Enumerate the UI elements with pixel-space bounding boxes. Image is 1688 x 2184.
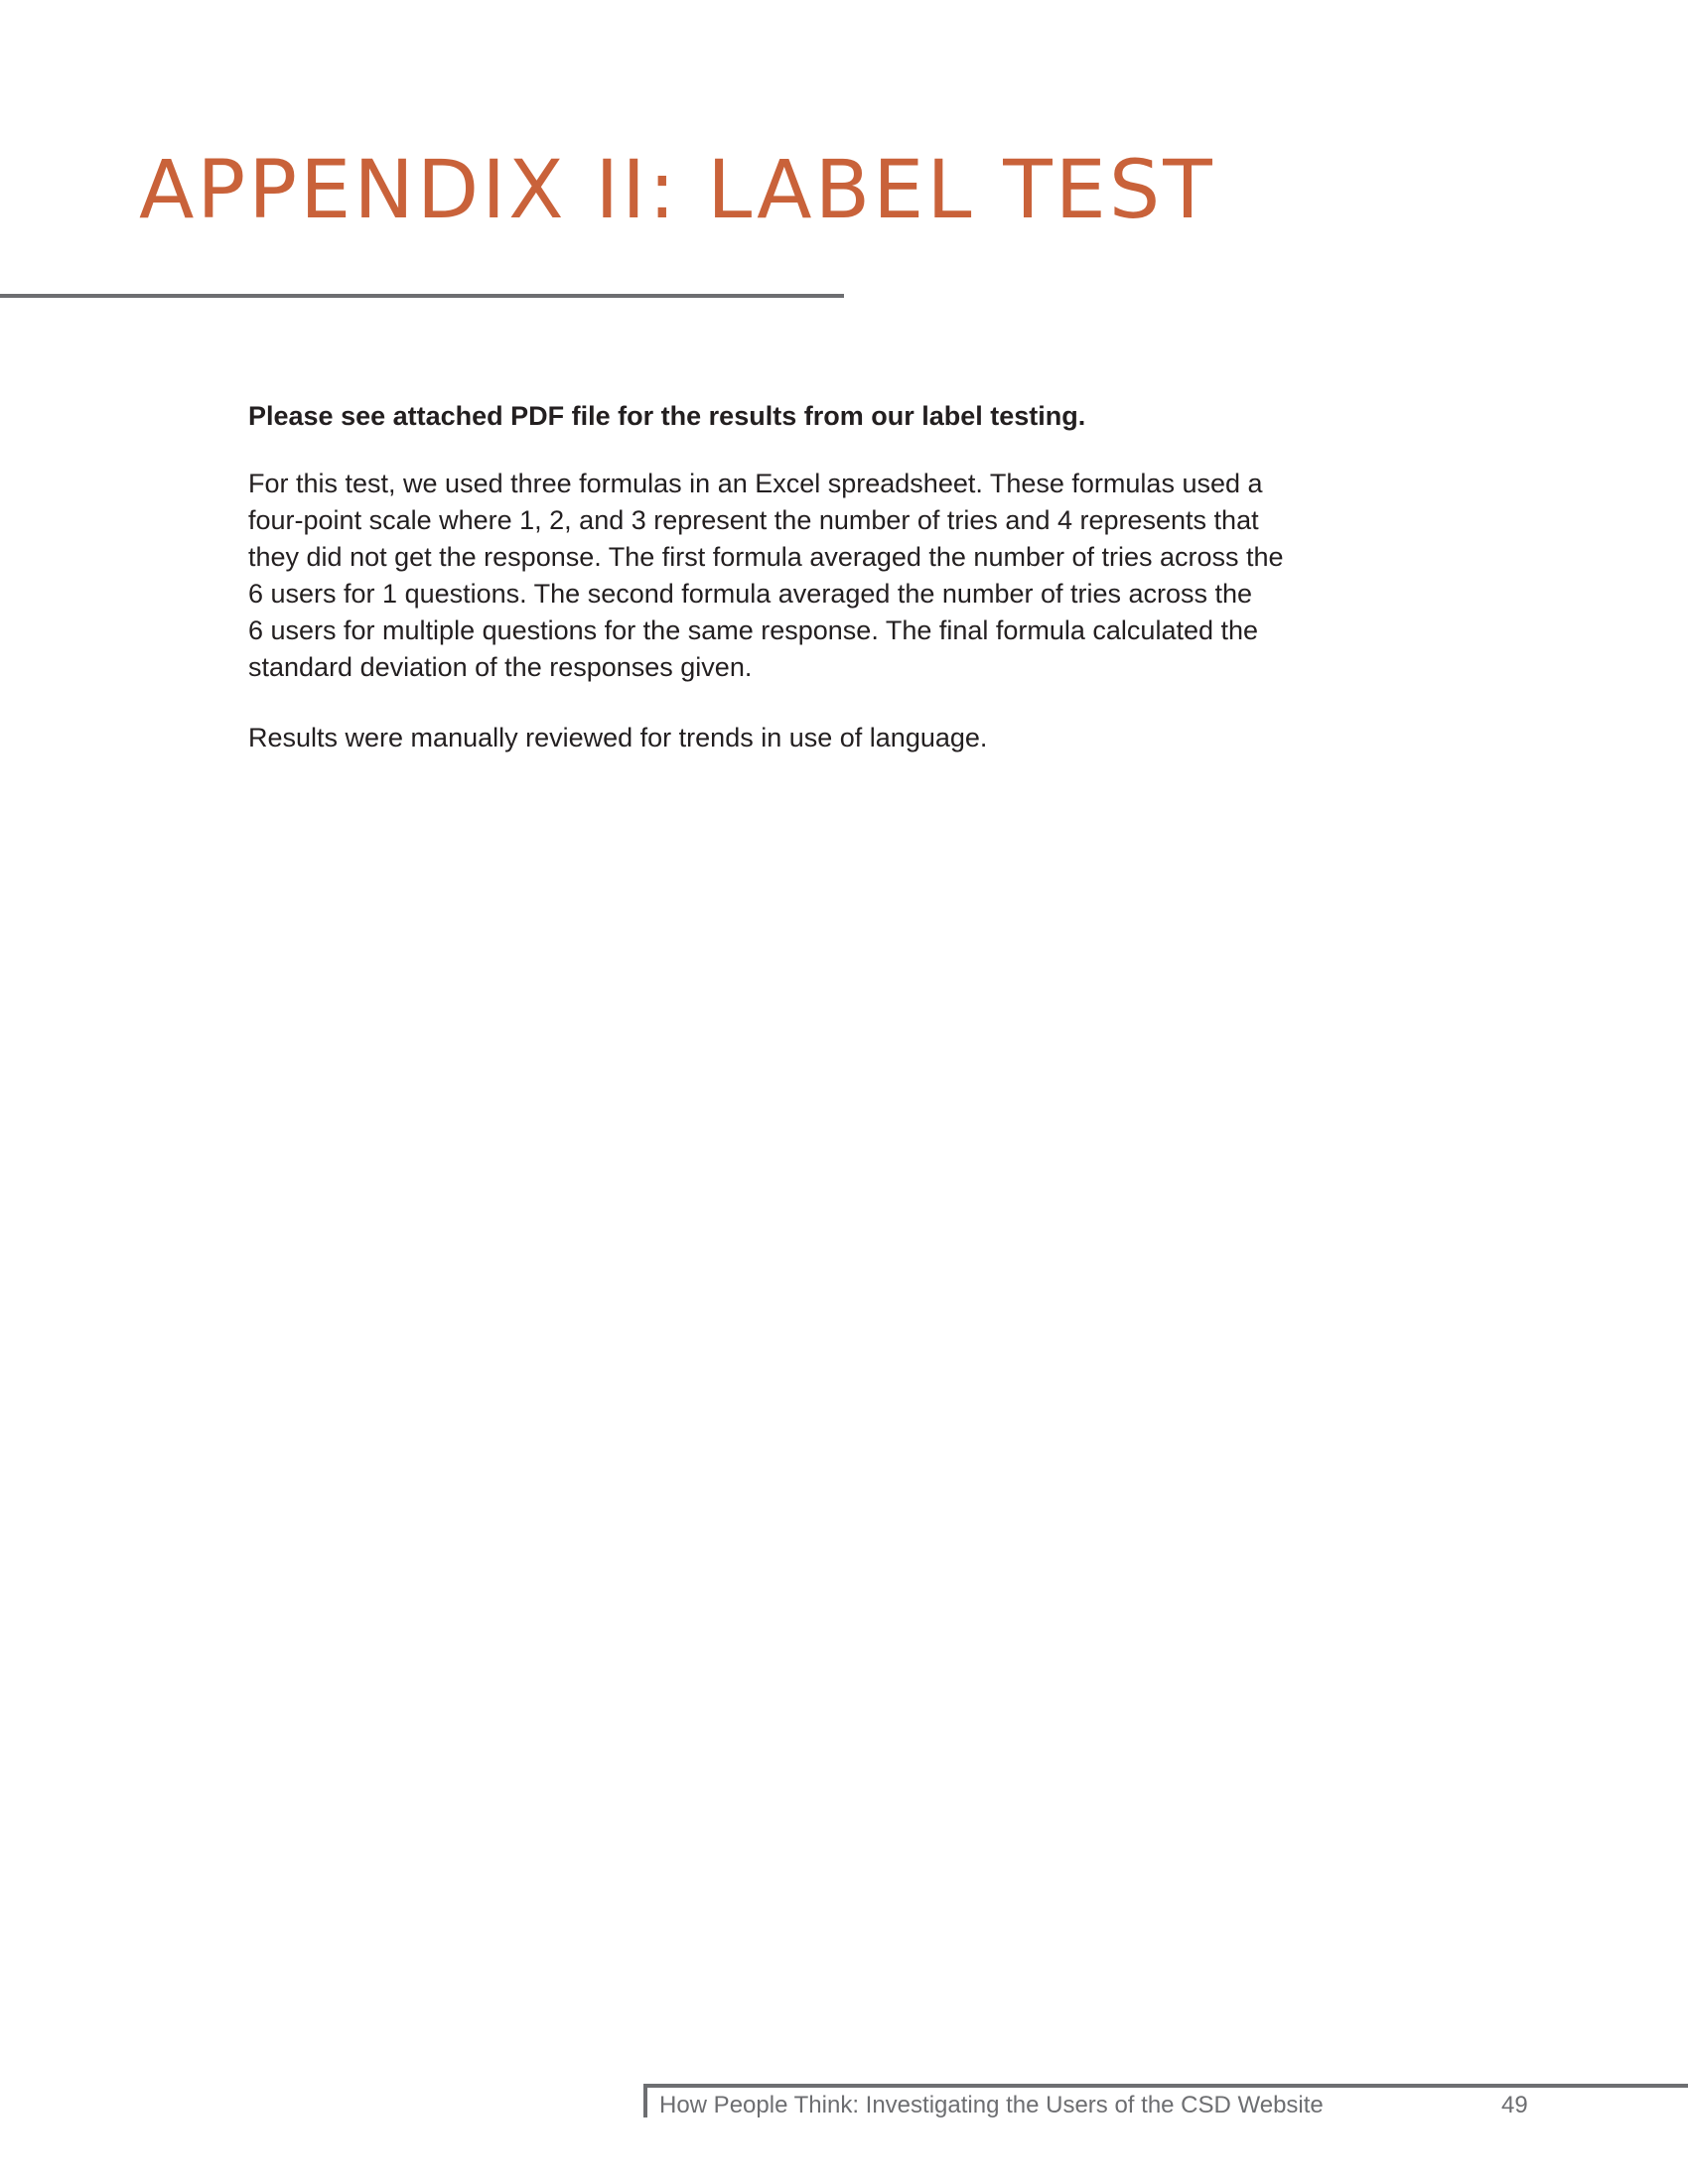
paragraph-line: they did not get the response. The first formula averaged the number of tries across the [248,542,1284,572]
lead-statement: Please see attached PDF file for the results from our label testing. [248,401,1086,431]
page-number: 49 [1501,2092,1528,2118]
page-title: APPENDIX II: LABEL TEST [139,144,1215,237]
paragraph-line: For this test, we used three formulas in an Excel spreadsheet. These formulas used a [248,469,1263,498]
paragraph-line: 6 users for 1 questions. The second formula averaged the number of tries across the [248,579,1253,609]
closing-paragraph: Results were manually reviewed for trends in use of language. [248,723,988,752]
paragraph-line: standard deviation of the responses given. [248,652,753,682]
footer-running-title: How People Think: Investigating the Users of the CSD Website [659,2092,1324,2118]
body-content [248,394,1400,756]
footer-divider-tick [643,2084,647,2117]
footer-divider [643,2084,1688,2088]
paragraph-line: four-point scale where 1, 2, and 3 represent the number of tries and 4 represents that [248,505,1259,535]
method-paragraph [248,466,1400,686]
title-divider [0,294,844,298]
paragraph-line: 6 users for multiple questions for the same response. The final formula calculated the [248,615,1259,645]
